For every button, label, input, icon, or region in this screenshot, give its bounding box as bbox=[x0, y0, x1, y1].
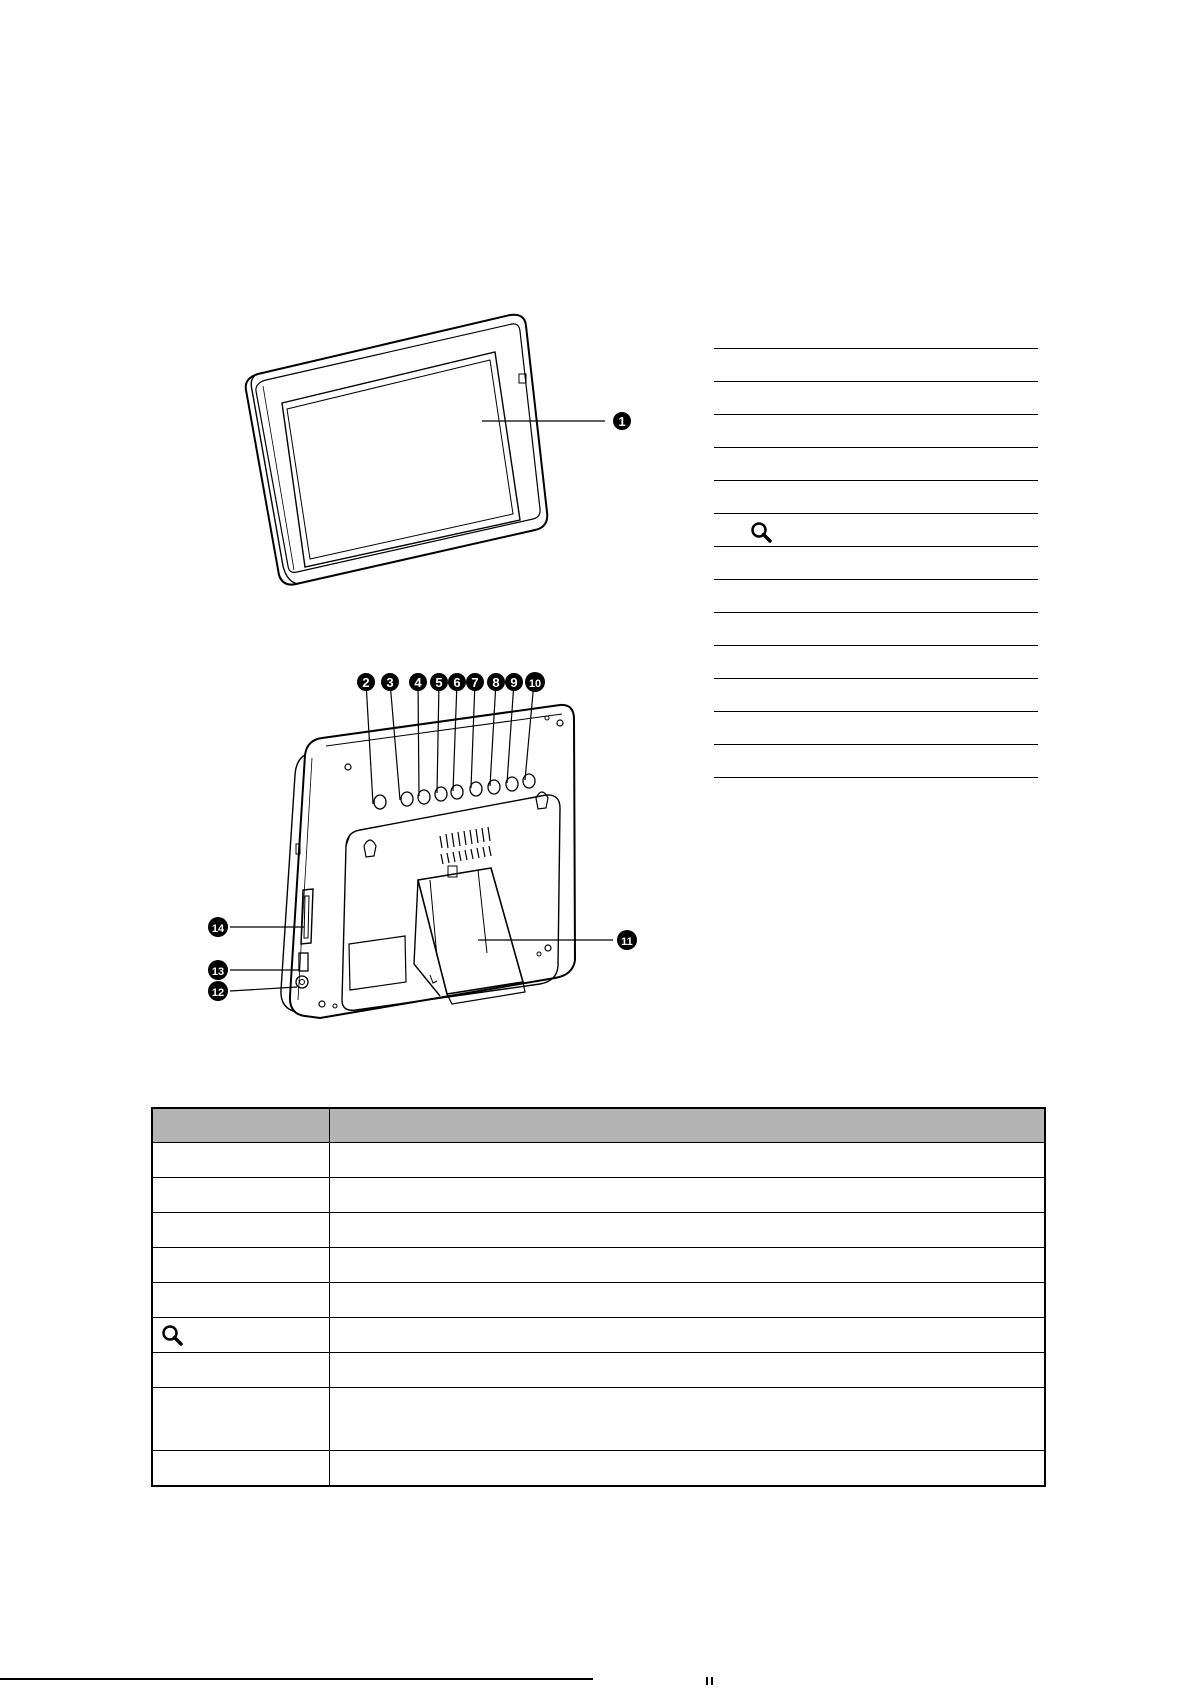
button-name-cell bbox=[152, 1318, 330, 1353]
button-description-cell bbox=[330, 1178, 1046, 1213]
table-row bbox=[152, 1143, 1045, 1178]
callout-list-row bbox=[714, 415, 1038, 448]
callout-list bbox=[714, 348, 1038, 778]
magnifier-icon bbox=[750, 521, 772, 543]
callout-1 bbox=[613, 412, 631, 430]
callout-list-row bbox=[714, 547, 1038, 580]
svg-text:5: 5 bbox=[435, 675, 443, 690]
table-row bbox=[152, 1178, 1045, 1213]
table-row bbox=[152, 1451, 1045, 1487]
callout-list-row bbox=[714, 745, 1038, 778]
button-description-cell bbox=[330, 1213, 1046, 1248]
callout-list-row bbox=[714, 481, 1038, 514]
table-row bbox=[152, 1353, 1045, 1388]
svg-text:13: 13 bbox=[211, 966, 225, 978]
front-view bbox=[246, 315, 605, 585]
svg-text:14: 14 bbox=[211, 923, 225, 935]
svg-text:10: 10 bbox=[528, 678, 542, 690]
callout-list-row bbox=[714, 712, 1038, 745]
callout-list-row bbox=[714, 349, 1038, 382]
svg-text:4: 4 bbox=[414, 675, 422, 690]
callout-list-row bbox=[714, 514, 1038, 547]
svg-text:7: 7 bbox=[471, 675, 479, 690]
callout-list-row bbox=[714, 646, 1038, 679]
table-header-row bbox=[152, 1108, 1045, 1143]
button-name-cell bbox=[152, 1388, 330, 1451]
svg-text:9: 9 bbox=[510, 675, 518, 690]
button-name-cell bbox=[152, 1248, 330, 1283]
callout-list-row bbox=[714, 382, 1038, 415]
svg-text:1: 1 bbox=[618, 414, 626, 429]
button-name-cell bbox=[152, 1353, 330, 1388]
magnifier-icon bbox=[161, 1324, 183, 1346]
column-header-button bbox=[152, 1108, 330, 1143]
table-row bbox=[152, 1388, 1045, 1451]
button-description-cell bbox=[330, 1248, 1046, 1283]
button-name-cell bbox=[152, 1178, 330, 1213]
callout-list-row bbox=[714, 580, 1038, 613]
svg-text:3: 3 bbox=[386, 675, 394, 690]
button-description-cell bbox=[330, 1143, 1046, 1178]
button-name-cell bbox=[152, 1213, 330, 1248]
button-name-cell bbox=[152, 1283, 330, 1318]
button-description-table bbox=[151, 1107, 1046, 1487]
svg-text:12: 12 bbox=[211, 987, 225, 999]
button-description-cell bbox=[330, 1388, 1046, 1451]
svg-text:8: 8 bbox=[492, 675, 500, 690]
button-description-cell bbox=[330, 1451, 1046, 1487]
button-description-cell bbox=[330, 1353, 1046, 1388]
callout-list-row bbox=[714, 613, 1038, 646]
table-row bbox=[152, 1283, 1045, 1318]
callout-list-row bbox=[714, 679, 1038, 712]
column-header-description bbox=[330, 1108, 1046, 1143]
callout-list-row bbox=[714, 448, 1038, 481]
button-name-cell bbox=[152, 1143, 330, 1178]
button-name-cell bbox=[152, 1451, 330, 1487]
svg-text:11: 11 bbox=[621, 936, 633, 948]
table-row bbox=[152, 1213, 1045, 1248]
button-description-cell bbox=[330, 1318, 1046, 1353]
svg-text:2: 2 bbox=[362, 675, 370, 690]
table-row bbox=[152, 1248, 1045, 1283]
svg-text:6: 6 bbox=[453, 675, 461, 690]
button-description-cell bbox=[330, 1283, 1046, 1318]
back-view bbox=[230, 682, 613, 1018]
table-row bbox=[152, 1318, 1045, 1353]
footer-rule bbox=[0, 1678, 593, 1680]
page-number-mark bbox=[706, 1672, 718, 1680]
